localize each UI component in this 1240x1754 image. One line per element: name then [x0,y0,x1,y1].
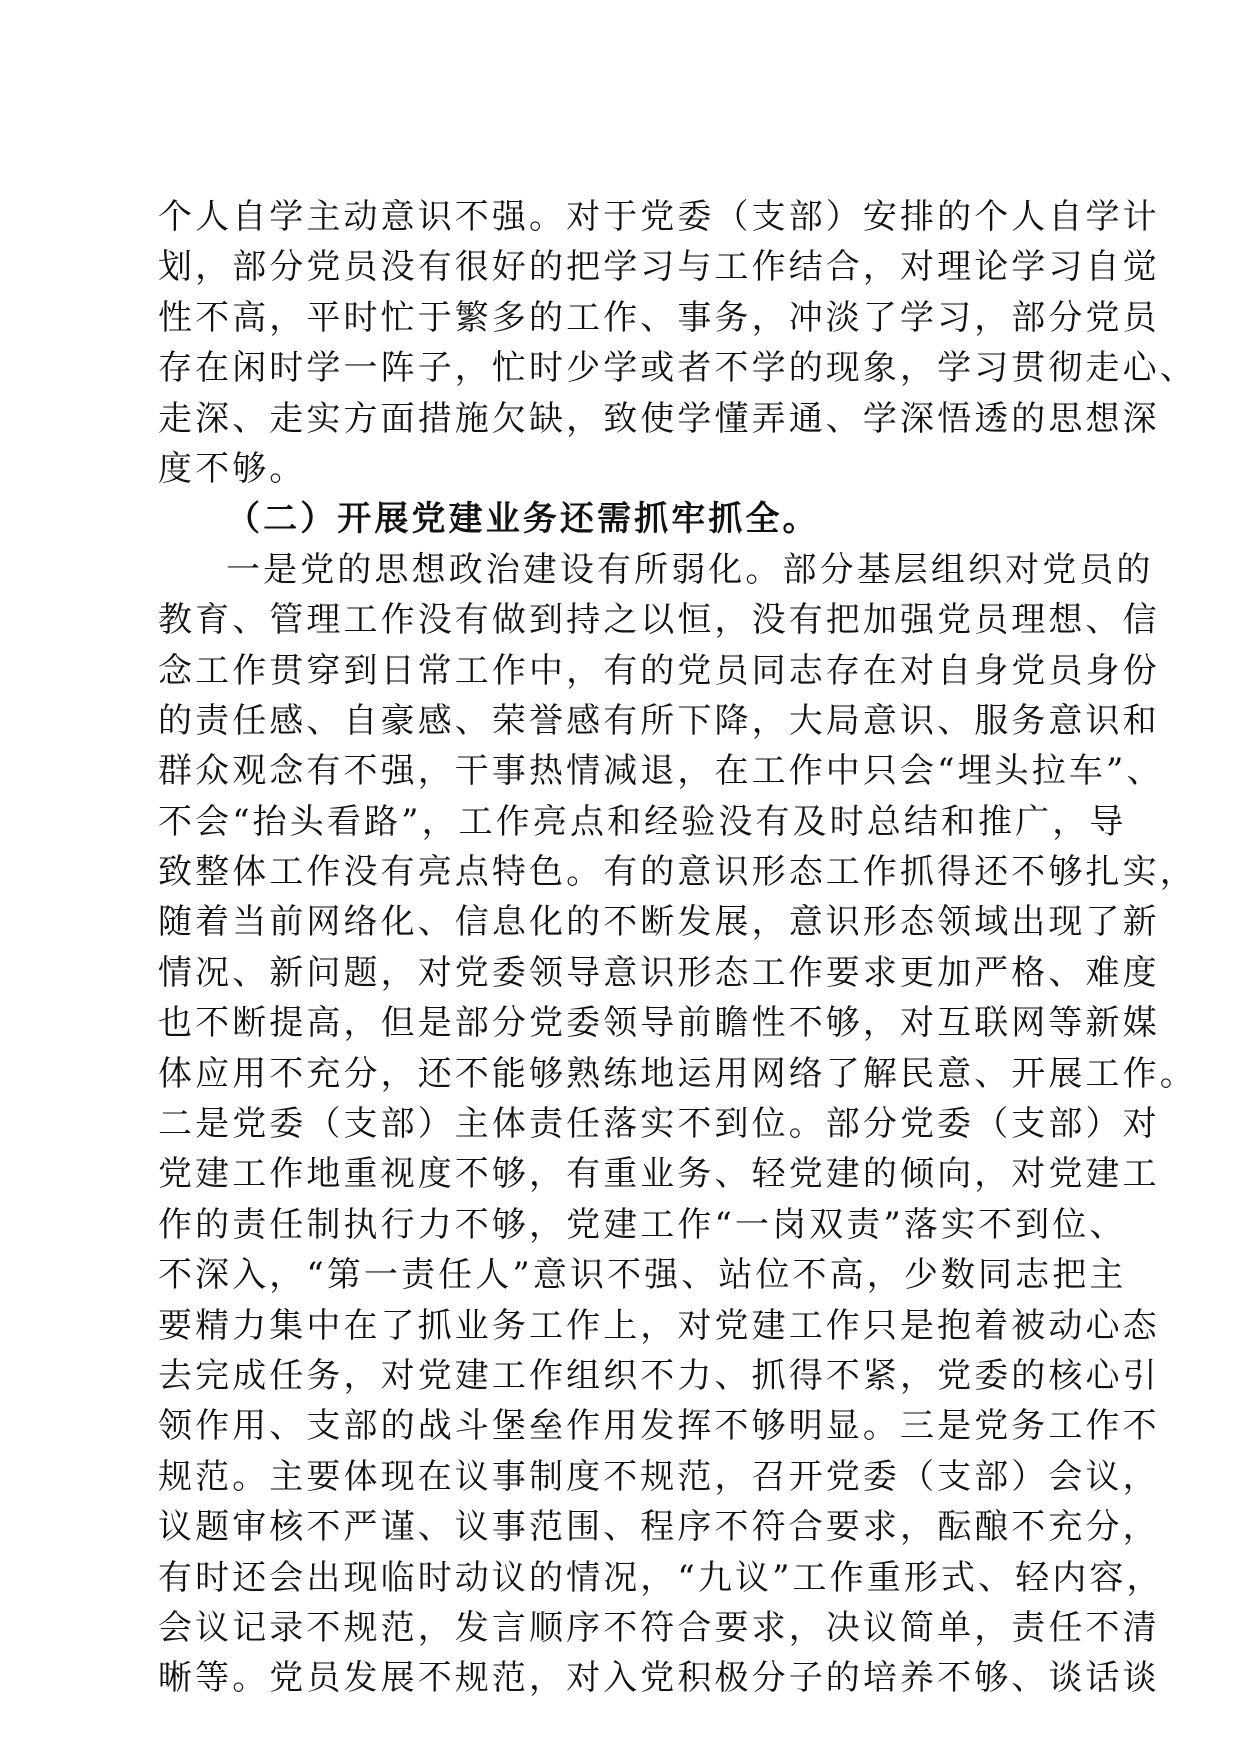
text-line: 情况、新问题，对党委领导意识形态工作要求更加严格、难度 [158,952,1160,993]
text-line: 议题审核不严谨、议事范围、程序不符合要求，酝酿不充分， [158,1507,1160,1548]
text-line: 要精力集中在了抓业务工作上，对党建工作只是抱着被动心态 [158,1305,1160,1346]
body-text [158,192,1197,1704]
text-line: 度不够。 [158,448,307,489]
text-line: 二是党委（支部）主体责任落实不到位。部分党委（支部）对 [158,1104,1160,1145]
text-line: 走深、走实方面措施欠缺，致使学懂弄通、学深悟透的思想深 [158,398,1160,439]
text-line: 个人自学主动意识不强。对于党委（支部）安排的个人自学计 [158,197,1160,237]
text-line: 不会“抬头看路”，工作亮点和经验没有及时总结和推广，导 [158,801,1127,842]
text-line: 体应用不充分，还不能够熟练地运用网络了解民意、开展工作。 [158,1053,1197,1094]
text-line: 教育、管理工作没有做到持之以恒，没有把加强党员理想、信 [158,600,1160,641]
text-line: 致整体工作没有亮点特色。有的意识形态工作抓得还不够扎实， [158,852,1197,893]
text-line: 党建工作地重视度不够，有重业务、轻党建的倾向，对党建工 [158,1154,1160,1195]
text-line: 念工作贯穿到日常工作中，有的党员同志存在对自身党员身份 [158,650,1160,691]
text-line: 也不断提高，但是部分党委领导前瞻性不够，对互联网等新媒 [158,1003,1160,1044]
text-line: 会议记录不规范，发言顺序不符合要求，决议简单，责任不清 [158,1607,1160,1648]
text-line: 群众观念有不强，干事热情减退，在工作中只会“埋头拉车”、 [158,751,1164,792]
text-line: 作的责任制执行力不够，党建工作“一岗双责”落实不到位、 [158,1204,1127,1245]
text-line: 规范。主要体现在议事制度不规范，召开党委（支部）会议， [158,1456,1160,1497]
text-line: 存在闲时学一阵子，忙时少学或者不学的现象，学习贯彻走心、 [158,348,1197,389]
text-line: 性不高，平时忙于繁多的工作、事务，冲淡了学习，部分党员 [158,297,1160,338]
text-line: 晰等。党员发展不规范，对入党积极分子的培养不够、谈话谈 [158,1658,1160,1699]
text-line: 领作用、支部的战斗堡垒作用发挥不够明显。三是党务工作不 [158,1406,1160,1447]
text-line: 有时还会出现临时动议的情况，“九议”工作重形式、轻内容， [158,1557,1164,1598]
text-line: 去完成任务，对党建工作组织不力、抓得不紧，党委的核心引 [158,1355,1160,1396]
text-line: 不深入，“第一责任人”意识不强、站位不高，少数同志把主 [158,1255,1127,1296]
text-line: 的责任感、自豪感、荣誉感有所下降，大局意识、服务意识和 [158,700,1160,741]
text-line: 随着当前网络化、信息化的不断发展，意识形态领域出现了新 [158,902,1160,943]
section-heading: （二）开展党建业务还需抓牢抓全。 [226,499,820,540]
text-line: 一是党的思想政治建设有所弱化。部分基层组织对党员的 [226,549,1154,590]
text-line: 划，部分党员没有很好的把学习与工作结合，对理论学习自觉 [158,247,1160,288]
